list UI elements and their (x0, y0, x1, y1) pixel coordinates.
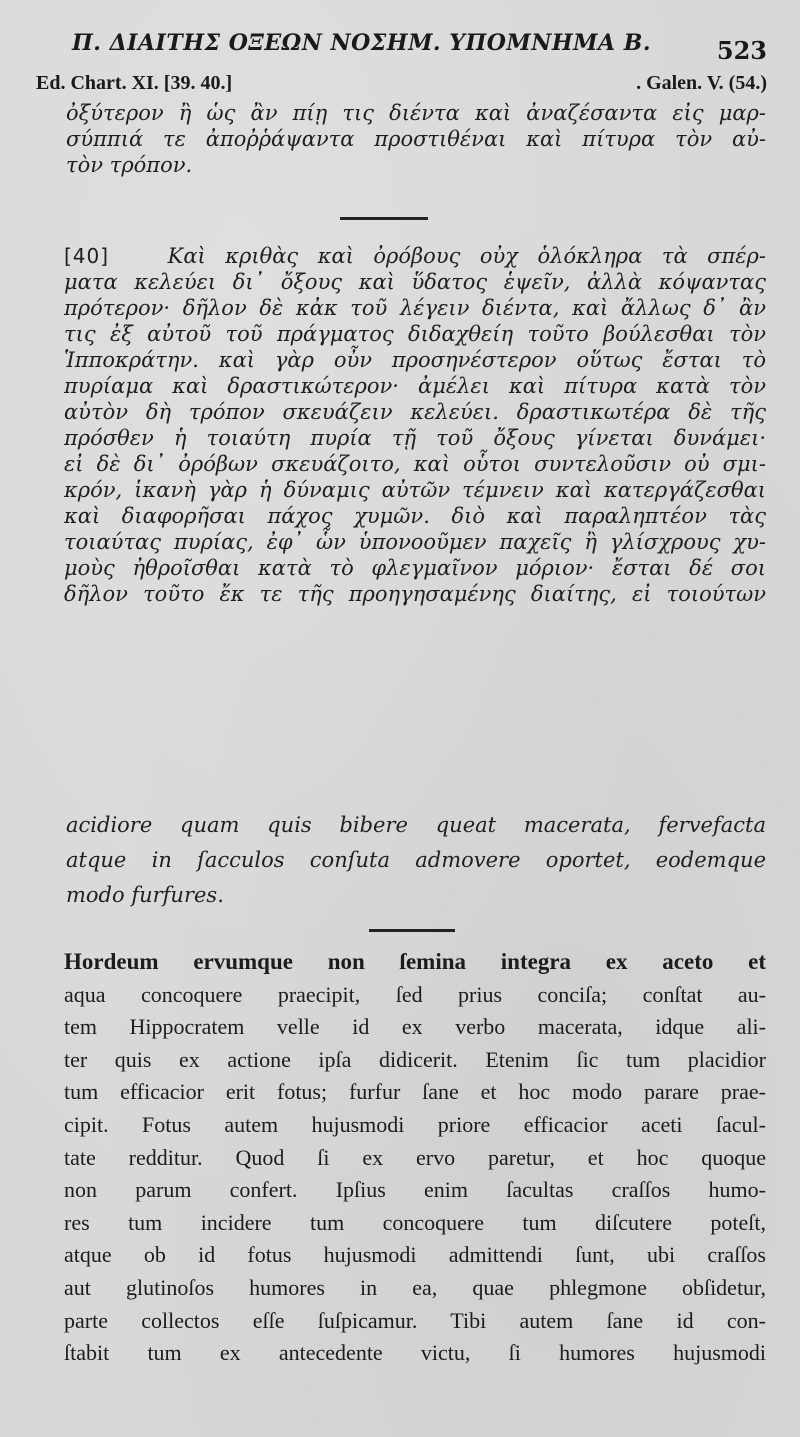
section-divider (369, 929, 455, 932)
text-line: Hordeum ervumque non ſemina integra ex aceto et (64, 949, 766, 974)
running-title: Π. ΔΙΑΙΤΗΣ ΟΞΕΩΝ ΝΟΣΗΜ. ΥΠΟΜΝΗΜΑ Β. (72, 30, 651, 56)
text-line: aut glutinoſos humores in ea, quae phlegmone obſidetur, (64, 1274, 766, 1300)
latin-translation-paragraph (64, 946, 766, 1370)
text-line: ter quis ex actione ipſa didicerit. Etenim ſic tum placidior (64, 1046, 766, 1072)
edition-reference-galen: . Galen. V. (54.) (636, 72, 767, 94)
text-line: καὶ διαφορῆσαι πάχος χυμῶν. διὸ καὶ παραληπτέον τὰς (64, 504, 766, 528)
edition-reference-chartier: Ed. Chart. XI. [39. 40.] (36, 72, 233, 94)
text-line: σύππιά τε ἀποῤῥάψαντα προστιθέναι καὶ πίτυρα τὸν αὐ- (66, 127, 766, 151)
greek-section-paragraph (64, 243, 766, 607)
text-line: ὀξύτερον ἢ ὡς ἂν πίῃ τις διέντα καὶ ἀναζέσαντα εἰς μαρ- (66, 101, 766, 125)
latin-italic-paragraph (66, 808, 766, 913)
text-line: τὸν τρόπον. (66, 153, 193, 177)
section-divider (340, 217, 428, 220)
text-line: modo furfures. (66, 883, 224, 907)
text-line: parte collectos eſſe ſuſpicamur. Tibi autem ſane id con- (64, 1307, 766, 1333)
text-line: tum efficacior erit fotus; furfur ſane et hoc modo parare prae- (64, 1079, 766, 1105)
text-line: acidiore quam quis bibere queat macerata, fervefacta (66, 813, 766, 837)
text-line: εἰ δὲ δι᾽ ὀρόβων σκευάζοιτο, καὶ οὗτοι συντελοῦσιν οὐ σμι- (64, 452, 766, 476)
text-line: μοὺς ἠθροῖσθαι κατὰ τὸ φλεγμαῖνον μόριον· ἔσται δέ σοι (64, 556, 766, 580)
text-line: tate redditur. Quod ſi ex ervo paretur, et hoc quoque (64, 1144, 766, 1170)
text-line (64, 243, 766, 269)
text-line: τις ἐξ αὐτοῦ τοῦ πράγματος διδαχθείη τοῦτο βούλεσθαι τὸν (64, 322, 766, 346)
text-line: τοιαύτας πυρίας, ἐφ᾽ ὧν ὑπονοοῦμεν παχεῖς ἢ γλίσχρους χυ- (64, 530, 766, 554)
text-line: πρότερον· δῆλον δὲ κἀκ τοῦ λέγειν διέντα, καὶ ἄλλως δ᾽ ἂν (64, 296, 766, 320)
text-line: non parum confert. Ipſius enim ſacultas craſſos humo- (64, 1177, 766, 1203)
page-number: 523 (716, 36, 767, 65)
text-line-content: Καὶ κριθὰς καὶ ὀρόβους οὐχ ὁλόκληρα τὰ σπέρ- (167, 244, 766, 268)
text-line: aqua concoquere praecipit, ſed prius conciſa; conſtat au- (64, 981, 766, 1007)
text-line: πρόσθεν ἡ τοιαύτη πυρία τῇ τοῦ ὄξους γίνεται δυνάμει· (64, 426, 766, 450)
greek-continuation-paragraph (66, 100, 766, 178)
text-line: κρόν, ἱκανὴ γὰρ ἡ δύναμις αὐτῶν τέμνειν καὶ κατεργάζεσθαι (64, 478, 766, 502)
text-line: Ἱπποκράτην. καὶ γὰρ οὖν προσηνέστερον οὕτως ἔσται τὸ (64, 348, 766, 372)
text-line: cipit. Fotus autem hujusmodi priore efficacior aceti ſacul- (64, 1111, 766, 1137)
text-line: tem Hippocratem velle id ex verbo macerata, idque ali- (64, 1014, 766, 1040)
text-line: ſtabit tum ex antecedente victu, ſi humores hujusmodi (64, 1340, 766, 1366)
text-line: atque in ſacculos conſuta admovere oportet, eodemque (66, 848, 766, 872)
text-line: res tum incidere tum concoquere tum diſcutere poteſt, (64, 1209, 766, 1235)
text-line: ματα κελεύει δι᾽ ὄξους καὶ ὕδατος ἑψεῖν, ἀλλὰ κόψαντας (64, 270, 766, 294)
section-marker: [40] (64, 244, 110, 268)
text-line: πυρίαμα καὶ δραστικώτερον· ἀμέλει καὶ πίτυρα κατὰ τὸν (64, 374, 766, 398)
text-line: δῆλον τοῦτο ἔκ τε τῆς προηγησαμένης διαίτης, εἰ τοιούτων (64, 582, 766, 606)
text-line: αὐτὸν δὴ τρόπον σκευάζειν κελεύει. δραστικωτέρα δὲ τῆς (64, 400, 766, 424)
text-line: atque ob id fotus hujusmodi admittendi ſunt, ubi craſſos (64, 1242, 766, 1268)
